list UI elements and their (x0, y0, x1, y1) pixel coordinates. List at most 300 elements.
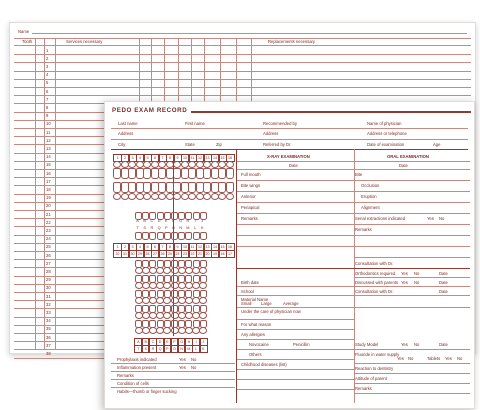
primary-tooth-letter: D (157, 219, 161, 223)
primary-tooth-letter: E (163, 338, 172, 346)
lower-tooth (158, 182, 166, 193)
childhood-label: Childhood diseases (list) (241, 362, 287, 367)
lower-tooth (188, 182, 196, 193)
under-care-label: Under the care of physician now (241, 309, 301, 314)
record-title: PEDO EXAM RECORD (112, 107, 188, 114)
tooth-number: 6 (151, 243, 160, 251)
tooth-number: 13 (203, 243, 212, 251)
date-label: Date (439, 280, 448, 285)
primary-tooth-letter: S (143, 226, 146, 230)
tooth-number: 7 (158, 154, 167, 162)
allergies-label: Any allergies (241, 332, 265, 337)
primary-tooth-letter: N (177, 345, 186, 353)
pedo-exam-record (104, 101, 475, 409)
primary-tooth-letter: A (136, 219, 139, 223)
oral-rule (355, 213, 470, 214)
age-label: Age (433, 142, 441, 147)
tooth-row-number: 1 (46, 47, 49, 53)
oral-rule (355, 224, 470, 225)
list-rule (111, 379, 235, 380)
tooth-number: 15 (218, 154, 227, 162)
oral-rule (355, 169, 470, 170)
primary-tooth-letter: D (156, 338, 165, 346)
condition-label: Condition of cells (117, 381, 149, 386)
no-label: No (439, 216, 445, 221)
tooth-number: 18 (218, 250, 227, 258)
xray-rule (237, 202, 354, 203)
tooth-row-number: 35 (46, 326, 51, 332)
tooth-row-number: 20 (46, 203, 51, 209)
tooth-row-number: 16 (46, 170, 51, 176)
tooth-number: 8 (166, 243, 175, 251)
tooth-row-number: 24 (46, 236, 51, 242)
primary-tooth-letter: P (163, 345, 172, 353)
section-rule (237, 295, 470, 296)
others-label: Others (249, 352, 262, 357)
primary-tooth-letter: E (165, 219, 168, 223)
oral-rule (355, 363, 470, 364)
habits-label: Habits—thumb or finger sucking (117, 389, 177, 394)
section-rule (237, 268, 470, 269)
oral-rule (355, 257, 470, 258)
tooth-row-number: 28 (46, 268, 51, 274)
tooth-number: 24 (173, 250, 182, 258)
primary-lower-tooth (185, 232, 192, 240)
penicillin-label: Penicillin (293, 342, 310, 347)
small-label: Small (241, 301, 252, 306)
tooth-row-number: 11 (46, 129, 51, 135)
col-rule (44, 38, 45, 349)
section-rule (237, 307, 470, 308)
tooth-row-number: 4 (46, 72, 49, 78)
city-label: City (118, 142, 126, 147)
primary-tooth-letter: K (201, 226, 204, 230)
tooth-number: 6 (151, 154, 160, 162)
xray-item: Full mouth (241, 172, 261, 177)
tooth-row-number: 27 (46, 260, 51, 266)
lower-tooth (203, 182, 211, 193)
primary-tooth-letter: H (186, 219, 190, 223)
consultation-dr-label: Consultation with Dr. (355, 289, 394, 294)
tooth-row-number: 8 (46, 104, 49, 110)
primary-lower-tooth (142, 232, 149, 240)
tooth-number: 23 (181, 250, 190, 258)
tooth-number: 2 (121, 154, 130, 162)
table-row-rule (14, 79, 471, 80)
occlusal-view (113, 161, 121, 168)
oral-rule (355, 393, 470, 394)
tooth-row-number: 13 (46, 145, 51, 151)
primary-tooth-letter: B (141, 338, 150, 346)
lower-tooth (173, 182, 181, 193)
tooth-number: 29 (136, 250, 145, 258)
no-label: No (191, 357, 197, 362)
primary-tooth-letter: P (165, 226, 168, 230)
tablets-label: Tablets (427, 356, 441, 361)
primary-tooth-letter: T (136, 226, 139, 230)
occlusal-view (199, 312, 207, 319)
tooth-row-number: 31 (46, 293, 51, 299)
tooth-number: 16 (226, 154, 235, 162)
occlusal-view (226, 193, 234, 200)
section-rule (237, 319, 354, 320)
primary-tooth-letter: O (172, 226, 175, 230)
tooth-row-number: 17 (46, 178, 51, 184)
services-header: Services necessary (66, 39, 103, 44)
primary-tooth-letter: M (184, 345, 193, 353)
oral-rule (355, 235, 470, 236)
primary-tooth-letter: C (150, 219, 154, 223)
tooth-number: 5 (143, 243, 152, 251)
tooth-row-number: 25 (46, 244, 51, 250)
no-label: No (457, 356, 463, 361)
first-name-label: First name (185, 121, 205, 126)
lower-tooth (113, 182, 121, 193)
birth-date-label: Birth date (241, 280, 259, 285)
inflammation-label: Inflammation present (117, 365, 157, 370)
xray-date-label: Date (289, 163, 298, 168)
tooth-number: 12 (196, 243, 205, 251)
tooth-number: 4 (136, 154, 145, 162)
occlusal-view (158, 161, 166, 168)
study-model-label: Study Model (355, 342, 379, 347)
yes-label: Yes (401, 342, 408, 347)
oral-rule (355, 383, 470, 384)
tooth-number: 31 (121, 250, 130, 258)
tooth-row-number: 38 (46, 350, 51, 356)
tooth-row-number: 6 (46, 88, 49, 94)
primary-lower-tooth (171, 232, 178, 240)
tooth-number: 14 (211, 154, 220, 162)
yes-label: Yes (179, 365, 186, 370)
tooth-row-number: 10 (46, 121, 51, 127)
consultation-label: Consultation with Dr. (355, 261, 394, 266)
lower-tooth (226, 182, 234, 193)
primary-lower-tooth (164, 232, 171, 240)
upper-tooth (203, 168, 211, 179)
tooth-number: 32 (113, 250, 122, 258)
tooth-row-number: 12 (46, 137, 51, 143)
address-label-2: Address (263, 131, 279, 136)
tooth-number: 11 (188, 154, 197, 162)
xray-rule (237, 213, 354, 214)
name-label: Name (18, 29, 30, 34)
no-label: No (414, 342, 420, 347)
upper-tooth (173, 168, 181, 179)
xray-rule (237, 191, 354, 192)
primary-tooth-letter: A (134, 338, 143, 346)
no-label: No (414, 271, 420, 276)
tooth-number: 19 (211, 250, 220, 258)
tooth-row-number: 32 (46, 301, 51, 307)
primary-tooth-letter: S (141, 345, 150, 353)
primary-tooth-letter: C (148, 338, 157, 346)
primary-tooth-letter: R (150, 226, 154, 230)
tooth-header: Tooth (22, 39, 33, 44)
remarks-label: Remarks (355, 386, 372, 391)
occlusal-view (188, 193, 196, 200)
list-rule (111, 371, 235, 372)
occlusal-view (199, 267, 207, 274)
state-label: State (185, 142, 195, 147)
info-rule (111, 128, 468, 129)
col-rule (55, 38, 56, 349)
tooth-row-number: 26 (46, 252, 51, 258)
tooth-row-number: 2 (46, 55, 49, 61)
tooth-row-number: 22 (46, 219, 51, 225)
tooth-row-number: 23 (46, 227, 51, 233)
tooth-number: 12 (196, 154, 205, 162)
tooth-row-number: 21 (46, 211, 51, 217)
remarks-left-label: Remarks (117, 373, 134, 378)
xray-title: X-RAY EXAMINATION (267, 154, 310, 159)
occlusal-view (218, 193, 226, 200)
upper-tooth (113, 168, 121, 179)
yes-label: Yes (401, 280, 408, 285)
no-label: No (414, 280, 420, 285)
list-rule (111, 363, 235, 364)
xray-rule (237, 161, 354, 162)
primary-tooth-letter: J (201, 219, 204, 223)
section-rule (237, 379, 354, 380)
primary-tooth-letter: H (184, 338, 193, 346)
oral-rule (355, 349, 470, 350)
occlusal-view (199, 282, 207, 289)
primary-lower-tooth (200, 232, 207, 240)
orthodontics-label: Orthodontics required (355, 271, 396, 276)
tooth-row-number: 36 (46, 334, 51, 340)
primary-tooth-letter: T (134, 345, 143, 353)
oral-item: Alignment (361, 205, 380, 210)
primary-tooth-letter: O (170, 345, 179, 353)
tooth-number: 7 (158, 243, 167, 251)
tooth-number: 3 (128, 243, 137, 251)
tooth-number: 10 (181, 154, 190, 162)
address-telephone-label: Address or telephone (367, 131, 407, 136)
primary-tooth-letter: K (199, 345, 208, 353)
no-label: No (408, 356, 414, 361)
upper-tooth (128, 168, 136, 179)
tooth-row-number: 30 (46, 285, 51, 291)
occlusal-view (199, 327, 207, 334)
upper-tooth (218, 168, 226, 179)
tooth-number: 2 (121, 243, 130, 251)
name-line (32, 33, 467, 34)
oral-item: Serial extractions indicated (355, 216, 406, 221)
tooth-row-number: 3 (46, 63, 49, 69)
occlusal-view (173, 161, 181, 168)
occlusal-view (143, 193, 151, 200)
yes-label: Yes (445, 356, 452, 361)
tooth-row-number: 15 (46, 162, 51, 168)
tooth-number: 13 (203, 154, 212, 162)
last-name-label: Last name (118, 121, 138, 126)
yes-label: Yes (179, 357, 186, 362)
oral-date-label: Date (399, 163, 408, 168)
tooth-number: 9 (173, 243, 182, 251)
tooth-number: 15 (218, 243, 227, 251)
attitude-label: Attitude of parent (355, 376, 387, 381)
xray-item: Bite wings (241, 183, 261, 188)
xray-rule (237, 224, 354, 225)
primary-lower-tooth (157, 232, 164, 240)
referred-by-label: Referred by Dr. (263, 142, 292, 147)
occlusal-view (113, 193, 121, 200)
upper-tooth (188, 168, 196, 179)
primary-tooth-letter: Q (156, 345, 165, 353)
date-label: Date (439, 271, 448, 276)
primary-tooth-letter: N (179, 226, 183, 230)
exam-divider (354, 149, 355, 403)
primary-tooth-letter: R (148, 345, 157, 353)
tooth-number: 5 (143, 154, 152, 162)
date-label: Date (439, 289, 448, 294)
oral-rule (355, 161, 470, 162)
primary-tooth-letter: M (186, 226, 190, 230)
chart-divider (236, 149, 237, 403)
reason-label: For what reason (241, 322, 272, 327)
xray-rule (237, 246, 354, 247)
tooth-row-number: 7 (46, 96, 49, 102)
list-rule (111, 387, 235, 388)
oral-item: Bite (355, 172, 363, 177)
table-row-rule (14, 87, 471, 88)
tooth-row-number: 5 (46, 80, 49, 86)
oral-rule (355, 277, 470, 278)
tooth-number: 1 (113, 243, 122, 251)
primary-tooth-letter: I (192, 338, 201, 346)
section-rule (237, 359, 354, 360)
discussed-label: Discussed with parents (355, 280, 399, 285)
occlusal-view (226, 161, 234, 168)
tooth-number: 30 (128, 250, 137, 258)
tooth-number: 16 (226, 243, 235, 251)
primary-tooth-letter: I (194, 219, 196, 223)
zip-label: Zip (216, 142, 222, 147)
section-rule (237, 286, 470, 287)
tooth-number: 27 (151, 250, 160, 258)
tooth-number: 10 (181, 243, 190, 251)
upper-tooth (158, 168, 166, 179)
primary-tooth-letter: F (172, 219, 175, 223)
oral-item: Remarks (355, 227, 372, 232)
lower-tooth (143, 182, 151, 193)
date-label: Date (439, 342, 448, 347)
material-name-label: Material Name (241, 297, 269, 302)
oral-rule (355, 191, 470, 192)
primary-lower-tooth (178, 232, 185, 240)
col-rule (35, 38, 36, 349)
tooth-number: 25 (166, 250, 175, 258)
lower-tooth (128, 182, 136, 193)
tooth-row-number: 37 (46, 342, 51, 348)
occlusal-view (158, 193, 166, 200)
tooth-number: 26 (158, 250, 167, 258)
occlusal-view (203, 161, 211, 168)
xray-item: Periapical (241, 205, 260, 210)
tooth-row-number: 18 (46, 186, 51, 192)
tooth-row-number: 33 (46, 309, 51, 315)
address-label: Address (118, 131, 134, 136)
tooth-number: 1 (113, 154, 122, 162)
tooth-row-number: 29 (46, 277, 51, 283)
oral-item: Occlusion (361, 183, 380, 188)
tooth-number: 11 (188, 243, 197, 251)
primary-tooth-letter: G (179, 219, 183, 223)
oral-rule (355, 373, 470, 374)
occlusal-view (199, 297, 207, 304)
section-rule (237, 349, 354, 350)
oral-rule (355, 246, 470, 247)
occlusal-view (188, 161, 196, 168)
physician-name-label: Name of physician (367, 121, 402, 126)
reaction-label: Reaction to dentistry (355, 366, 394, 371)
title-band (191, 111, 471, 113)
table-row-rule (14, 71, 471, 72)
tooth-row-number: 14 (46, 154, 51, 160)
tooth-number: 3 (128, 154, 137, 162)
section-rule (237, 329, 354, 330)
exam-date-label: Date of examination (367, 142, 405, 147)
section-rule (237, 389, 354, 390)
tooth-number: 9 (173, 154, 182, 162)
tooth-number: 8 (166, 154, 175, 162)
oral-item: Eruption (361, 194, 377, 199)
xray-rule (237, 180, 354, 181)
prophylaxis-label: Prophylaxis indicated (117, 357, 157, 362)
upper-tooth (143, 168, 151, 179)
tooth-number: 21 (196, 250, 205, 258)
occlusal-view (128, 161, 136, 168)
section-rule (237, 369, 354, 370)
primary-tooth-letter: G (177, 338, 186, 346)
occlusal-view (143, 161, 151, 168)
occlusal-view (128, 193, 136, 200)
xray-rule (237, 235, 354, 236)
xray-rule (237, 169, 354, 170)
yes-label: Yes (401, 271, 408, 276)
section-rule (237, 339, 354, 340)
tooth-row-number: 9 (46, 113, 49, 119)
large-label: Large (261, 301, 272, 306)
fluoride-label: Fluoride in water supply (355, 352, 400, 357)
lower-tooth (218, 182, 226, 193)
tooth-number: 28 (143, 250, 152, 258)
recommended-by-label: Recommended by (263, 121, 297, 126)
no-label: No (191, 365, 197, 370)
tooth-row-number: 34 (46, 318, 51, 324)
primary-tooth-letter: Q (157, 226, 161, 230)
table-row-rule (14, 62, 471, 63)
replacements-header: Replacements necessary (268, 39, 316, 44)
table-row-rule (14, 95, 471, 96)
school-label: School (241, 289, 254, 294)
primary-tooth-letter: J (199, 338, 208, 346)
xray-item: Anterior (241, 194, 256, 199)
tooth-number: 20 (203, 250, 212, 258)
primary-tooth-letter: B (143, 219, 146, 223)
xray-item: Remarks (241, 216, 258, 221)
occlusal-view (218, 161, 226, 168)
primary-tooth-letter: L (194, 226, 197, 230)
primary-lower-tooth (149, 232, 156, 240)
occlusal-view (203, 193, 211, 200)
upper-tooth (226, 168, 234, 179)
info-rule (111, 139, 468, 140)
tooth-number: 22 (188, 250, 197, 258)
tooth-number: 14 (211, 243, 220, 251)
primary-tooth-letter: L (192, 345, 201, 353)
